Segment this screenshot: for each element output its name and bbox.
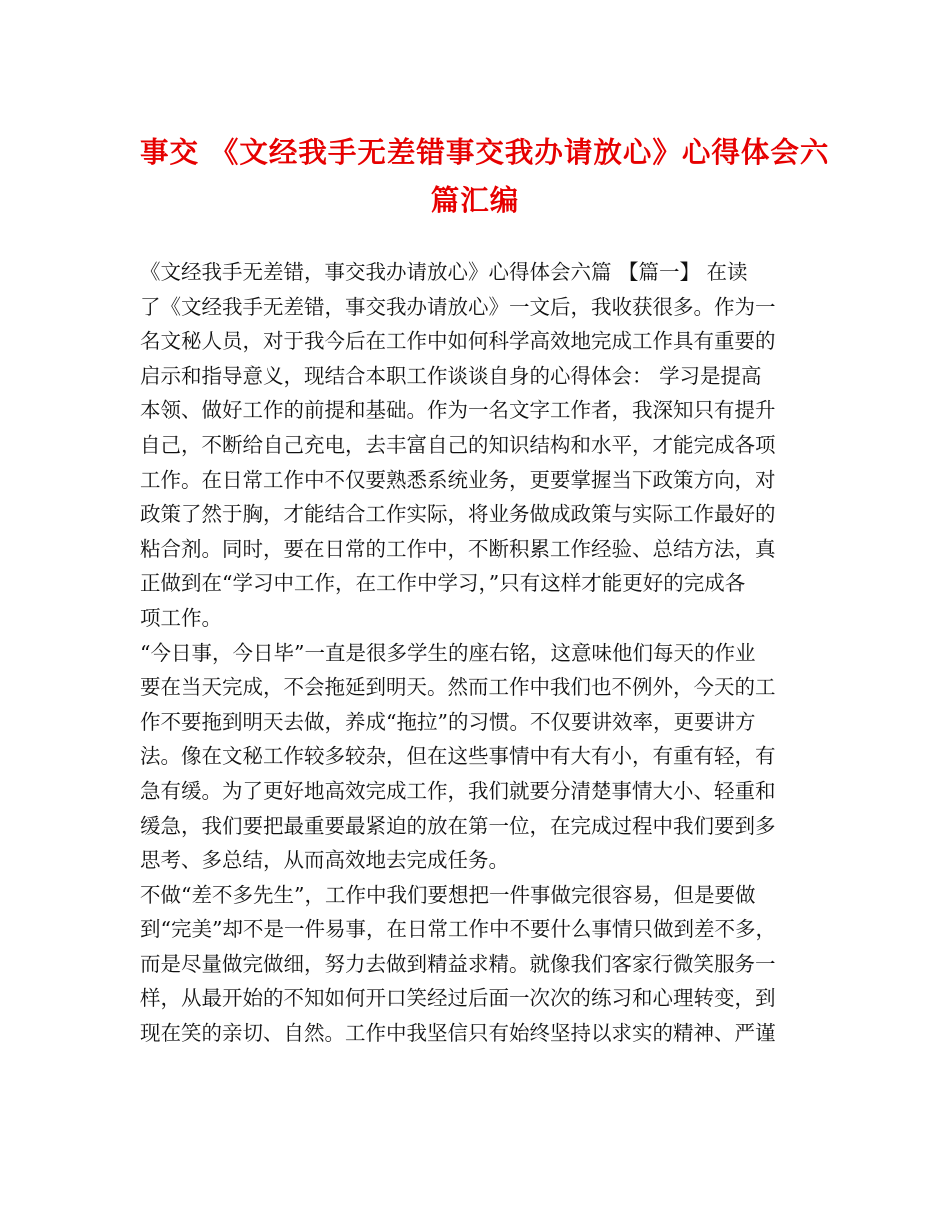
body-line: 法。像在文秘工作较多较杂，但在这些事情中有大有小，有重有轻，有 [140, 744, 776, 769]
body-line: 而是尽量做完做细，努力去做到精益求精。就像我们客家行微笑服务一 [140, 951, 776, 976]
body-line: 了《文经我手无差错，事交我办请放心》一文后，我收获很多。作为一 [140, 294, 776, 319]
body-line: 到“完美”却不是一件易事，在日常工作中不要什么事情只做到差不多， [140, 917, 776, 942]
body-line: 政策了然于胸，才能结合工作实际，将业务做成政策与实际工作最好的 [140, 502, 776, 527]
body-line: 缓急，我们要把最重要最紧迫的放在第一位，在完成过程中我们要到多 [140, 813, 776, 838]
body-line: 急有缓。为了更好地高效完成工作，我们就要分清楚事情大小、轻重和 [140, 778, 776, 803]
body-line: 本领、做好工作的前提和基础。作为一名文字工作者，我深知只有提升 [140, 398, 776, 423]
body-line: 思考、多总结，从而高效地去完成任务。 [140, 848, 509, 873]
body-line: 作不要拖到明天去做，养成“拖拉”的习惯。不仅要讲效率，更要讲方 [140, 709, 756, 734]
title-line: 篇汇编 [430, 183, 520, 217]
body-line: 工作。在日常工作中不仅要熟悉系统业务，更要掌握当下政策方向，对 [140, 467, 776, 492]
body-line: 自己，不断给自己充电，去丰富自己的知识结构和水平，才能完成各项 [140, 432, 776, 457]
body-line: 启示和指导意义，现结合本职工作谈谈自身的心得体会： 学习是提高 [140, 363, 762, 388]
body-line: “今日事，今日毕”一直是很多学生的座右铭，这意味他们每天的作业 [140, 640, 756, 665]
document-title [140, 128, 830, 224]
title-line: 事交 《文经我手无差错事交我办请放心》心得体会六 [140, 135, 830, 169]
body-line: 名文秘人员，对于我今后在工作中如何科学高效地完成工作具有重要的 [140, 329, 776, 354]
body-line: 要在当天完成，不会拖延到明天。然而工作中我们也不例外，今天的工 [140, 675, 776, 700]
body-line: 正做到在“学习中工作，在工作中学习，”只有这样才能更好的完成各 [140, 571, 746, 596]
body-line: 项工作。 [140, 605, 222, 630]
body-line: 《文经我手无差错，事交我办请放心》心得体会六篇 【篇一】 在读 [140, 260, 748, 284]
document-body [140, 255, 816, 1051]
body-line: 不做“差不多先生”，工作中我们要想把一件事做完很容易，但是要做 [140, 882, 756, 907]
body-line: 样，从最开始的不知如何开口笑经过后面一次次的练习和心理转变，到 [140, 986, 776, 1011]
body-line: 粘合剂。同时，要在日常的工作中，不断积累工作经验、总结方法，真 [140, 536, 776, 561]
body-line: 现在笑的亲切、自然。工作中我坚信只有始终坚持以求实的精神、严谨 [140, 1021, 776, 1046]
